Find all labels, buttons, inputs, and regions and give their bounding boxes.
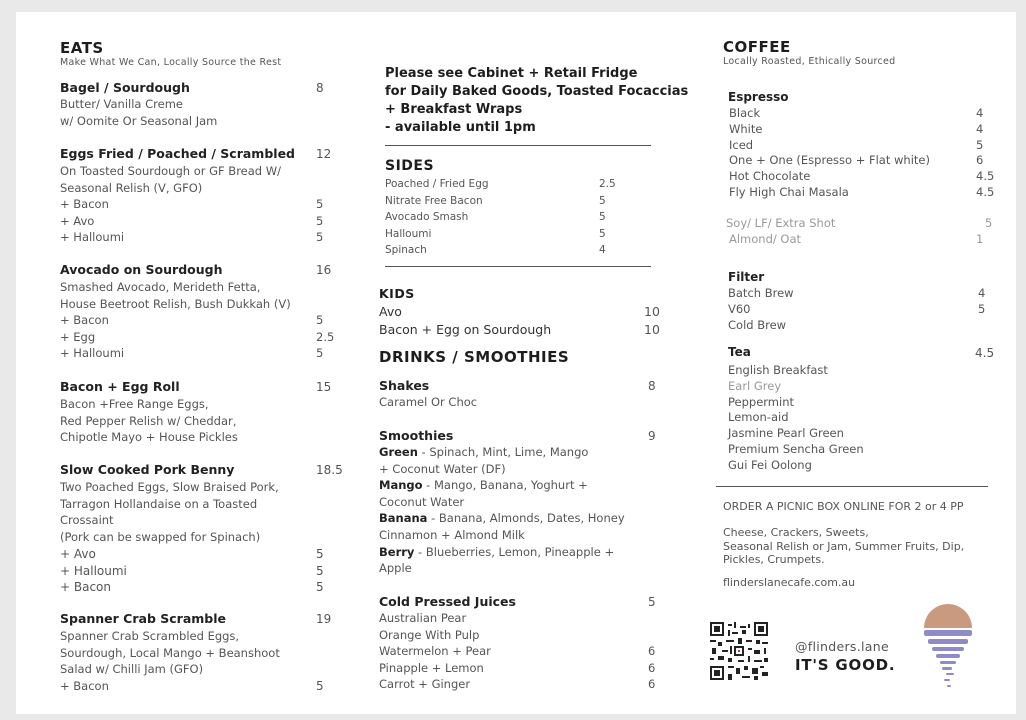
juices-name: Cold Pressed Juices — [379, 594, 516, 609]
cabinet-notice: Please see Cabinet + Retail Fridge for Daily Baked Goods, Toasted Focaccias + Breakfast Wraps - available until 1pm — [385, 66, 689, 135]
filter-name: Filter — [728, 270, 765, 284]
sunset-logo-icon — [922, 602, 974, 692]
juices-price: 5 — [648, 595, 656, 609]
qr-code-icon[interactable] — [710, 622, 768, 680]
eats-subtitle: Make What We Can, Locally Source the Rest — [60, 57, 282, 68]
eggs-name: Eggs Fried / Poached / Scrambled — [60, 146, 295, 161]
crab-addon-price: 5 — [316, 679, 324, 693]
bagel-name: Bagel / Sourdough — [60, 80, 190, 95]
espresso-name: Espresso — [728, 90, 789, 104]
divider — [716, 486, 988, 487]
juices-list: Australian Pear Orange With Pulp Watermelon + Pear Pinapple + Lemon Carrot + Ginger — [379, 611, 491, 692]
menu-page — [16, 12, 1016, 714]
tea-name: Tea — [728, 345, 751, 359]
website-link[interactable]: flinderslanecafe.com.au — [723, 576, 856, 589]
picnic-heading: ORDER A PICNIC BOX ONLINE FOR 2 or 4 PP — [723, 500, 964, 513]
bagel-price: 8 — [316, 81, 324, 95]
sides-heading: SIDES — [385, 158, 435, 174]
kids-list: Avo Bacon + Egg on Sourdough — [379, 304, 552, 337]
sides-prices: 2.5 5 5 5 4 — [599, 178, 616, 257]
bagel-desc: Butter/ Vanilla Creme w/ Oomite Or Seasonal Jam — [60, 97, 218, 128]
smoothies-list: Green - Spinach, Mint, Lime, Mango + Coconut Water (DF) Mango - Mango, Banana, Yoghurt + Coconut Water Banana - Banana, Almonds, Dates, Honey Cinnamon + Almond Milk Berry - Blueberries, Lemon, Pineapple + Apple — [379, 445, 625, 576]
shakes-name: Shakes — [379, 378, 430, 393]
extras-list: Soy/ LF/ Extra Shot Almond/ Oat — [726, 216, 836, 246]
roll-name: Bacon + Egg Roll — [60, 379, 180, 394]
crab-name: Spanner Crab Scramble — [60, 611, 226, 626]
picnic-desc: Cheese, Crackers, Sweets, Seasonal Relish or Jam, Summer Fruits, Dip, Pickles, Crumpets. — [723, 526, 965, 566]
extras-prices: 5 1 — [976, 216, 993, 246]
divider — [385, 266, 651, 267]
drinks-heading: DRINKS / SMOOTHIES — [379, 348, 570, 366]
espresso-prices: 4 4 5 6 4.5 4.5 — [976, 106, 995, 199]
kids-heading: KIDS — [379, 286, 415, 301]
sides-list: Poached / Fried Egg Nitrate Free Bacon Avocado Smash Halloumi Spinach — [385, 178, 489, 257]
coffee-subtitle: Locally Roasted, Ethically Sourced — [723, 56, 896, 67]
avocado-price: 16 — [316, 263, 332, 277]
coffee-heading: COFFEE — [723, 38, 791, 56]
avocado-addon-prices: 5 2.5 5 — [316, 313, 335, 361]
benny-desc: Two Poached Eggs, Slow Braised Pork, Tarragon Hollandaise on a Toasted Crossaint (Pork can be swapped for Spinach) — [60, 480, 279, 544]
kids-prices: 10 10 — [644, 304, 660, 337]
eggs-price: 12 — [316, 147, 332, 161]
roll-price: 15 — [316, 380, 332, 394]
shakes-price: 8 — [648, 379, 656, 393]
avocado-name: Avocado on Sourdough — [60, 262, 223, 277]
divider — [385, 145, 651, 146]
avocado-desc: Smashed Avocado, Merideth Fetta, House Beetroot Relish, Bush Dukkah (V) + Bacon + Egg + Halloumi — [60, 280, 291, 361]
shakes-desc: Caramel Or Choc — [379, 395, 478, 409]
crab-desc: Spanner Crab Scrambled Eggs, Sourdough, Local Mango + Beanshoot Salad w/ Chilli Jam (GFO) + Bacon — [60, 629, 280, 693]
benny-addons: + Avo + Halloumi + Bacon — [60, 547, 127, 595]
tea-list: English Breakfast Earl Grey Peppermint Lemon-aid Jasmine Pearl Green Premium Sencha Green Gui Fei Oolong — [728, 363, 864, 472]
filter-prices: 4 5 — [978, 286, 986, 316]
eggs-addon-prices: 5 5 5 — [316, 197, 324, 245]
tea-price: 4.5 — [975, 346, 995, 360]
filter-list: Batch Brew V60 Cold Brew — [728, 286, 794, 332]
slogan: IT'S GOOD. — [795, 656, 896, 674]
smoothies-price: 9 — [648, 429, 656, 443]
benny-price: 18.5 — [316, 463, 343, 477]
roll-desc: Bacon +Free Range Eggs, Red Pepper Relish w/ Cheddar, Chipotle Mayo + House Pickles — [60, 397, 238, 445]
eats-heading: EATS — [60, 39, 104, 57]
eggs-desc: On Toasted Sourdough or GF Bread W/ Seasonal Relish (V, GFO) + Bacon + Avo + Halloumi — [60, 164, 281, 245]
espresso-list: Black White Iced One + One (Espresso + Flat white) Hot Chocolate Fly High Chai Masala — [729, 106, 930, 199]
instagram-handle[interactable]: @flinders.lane — [795, 639, 889, 654]
smoothies-name: Smoothies — [379, 428, 454, 443]
benny-addon-prices: 5 5 5 — [316, 547, 324, 595]
juices-prices: 6 6 6 — [648, 644, 656, 692]
benny-name: Slow Cooked Pork Benny — [60, 462, 235, 477]
crab-price: 19 — [316, 612, 332, 626]
